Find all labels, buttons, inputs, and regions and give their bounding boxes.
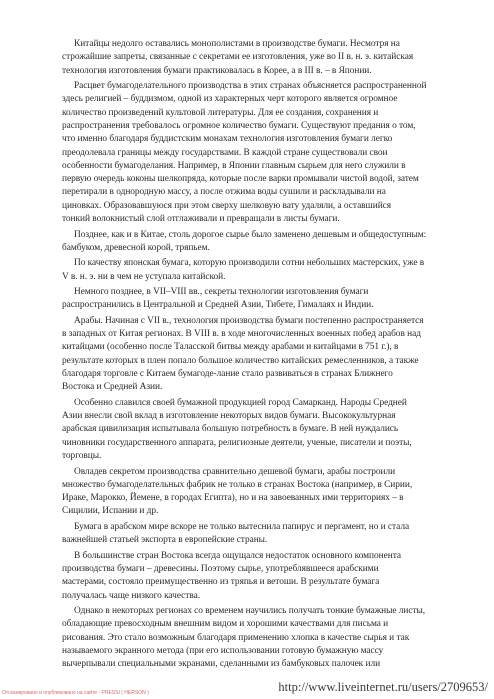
scan-credit: Отсканировано и опубликовано на сайте - PRESSI ( HERSON ) [2, 690, 149, 696]
paragraph-4: По качеству японская бумага, которую производили сотни небольших мастерских, уже в V в. н. э. ни в чем не уступала китайской. [62, 258, 425, 282]
paragraph-7: Особенно славился своей бумажной продукцией город Самарканд. Народы Средней Азии внесли свой вклад в изготовление некоторых видов бумаги. Высококультурная арабская цивилизация испытывала большую потребность в бумаге. В ней нуждались чиновники государственного аппарата, религиозные деятели, ученые, писатели и поэты, торговцы. [62, 397, 412, 462]
paragraph-2: Расцвет бумагоделательного производства в этих странах объясняется распространенной здесь религией – буддизмом, одной из характерных черт которого является огромное количество произведений культовой литературы. Для ее создания, сохранения и распространения требовалось огромное количество бумаги. Существуют предания о том, что именно благодаря буддистским монахам технология изготовления бумаги легко преодолевала границы между государствами. В каждой стране существовали свои особенности бумагоделания. Например, в Японии главным сырьем для него служили в первую очередь коконы шелкопряда, которые после варки промывали чистой водой, затем перетирали в однородную массу, а после отжима воды сушили и раскладывали на циновках. Образовавшуюся при этом сверху шелковую вату удаляли, а оставшийся тонкий волокнистый слой отглаживали и превращали в листы бумаги. [62, 81, 427, 225]
source-url[interactable]: http://www.liveinternet.ru/users/2709653/ [278, 680, 488, 694]
document-body [62, 38, 460, 674]
paragraph-11: Однако в некоторых регионах со временем научились получать тонкие бумажные листы, обладающие превосходным внешним видом и хорошими качествами для письма и рисования. Это стало возможным благодаря применению хлопка в качестве сырья и так называемого экранного метода (при его использовании готовую бумажную массу вычерпывали специальными экранами, сделанными из бамбуковых палочек или [62, 606, 426, 670]
paragraph-10: В большинстве стран Востока всегда ощущался недостаток основного компонента производства бумаги – древесины. Поэтому сырье, употреблявшееся арабскими мастерами, состояло преимущественно из тряпья и ветоши. В результате бумага получалась чаще низкого качества. [62, 550, 401, 601]
paragraph-5: Немного позднее, в VII–VIII вв., секреты технологии изготовления бумаги распространились в Центральной и Средней Азии, Тибете, Гималаях и Индии. [62, 287, 374, 311]
paragraph-3: Позднее, как и в Китае, столь дорогое сырье было заменено дешевым и общедоступным: бамбуком, древесной корой, тряпьем. [62, 229, 427, 253]
paragraph-1: Китайцы недолго оставались монополистами в производстве бумаги. Несмотря на строжайшие запреты, связанные с секретами ее изготовления, уже во II в. н. э. китайская технология изготовления бумаги практиковалась в Корее, а в III в. – в Японии. [62, 39, 414, 76]
paragraph-9: Бумага в арабском мире вскоре не только вытеснила папирус и пергамент, но и стала важнейшей статьей экспорта в европейские страны. [62, 521, 410, 546]
paragraph-8: Овладев секретом производства сравнительно дешевой бумаги, арабы построили множество бумагоделательных фабрик не только в странах Востока (например, в Сирии, Ираке, Марокко, Йемене, в городах Египта), но и на завоеванных ими территориях – в Сицилии, Испании и др. [62, 466, 413, 517]
paragraph-6: Арабы. Начиная с VII в., технология производства бумаги постепенно распространяется в западных от Китая регионах. В VIII в. в ходе многочисленных военных побед арабов над китайцами (особенно после Таласской битвы между арабами и китайцами в 751 г.), в результате которых в плен попало большое количество китайских ремесленников, а также благодаря торговле с Китаем бумагоде-лание стало развиваться в странах Ближнего Востока и Средней Азии. [62, 315, 424, 393]
